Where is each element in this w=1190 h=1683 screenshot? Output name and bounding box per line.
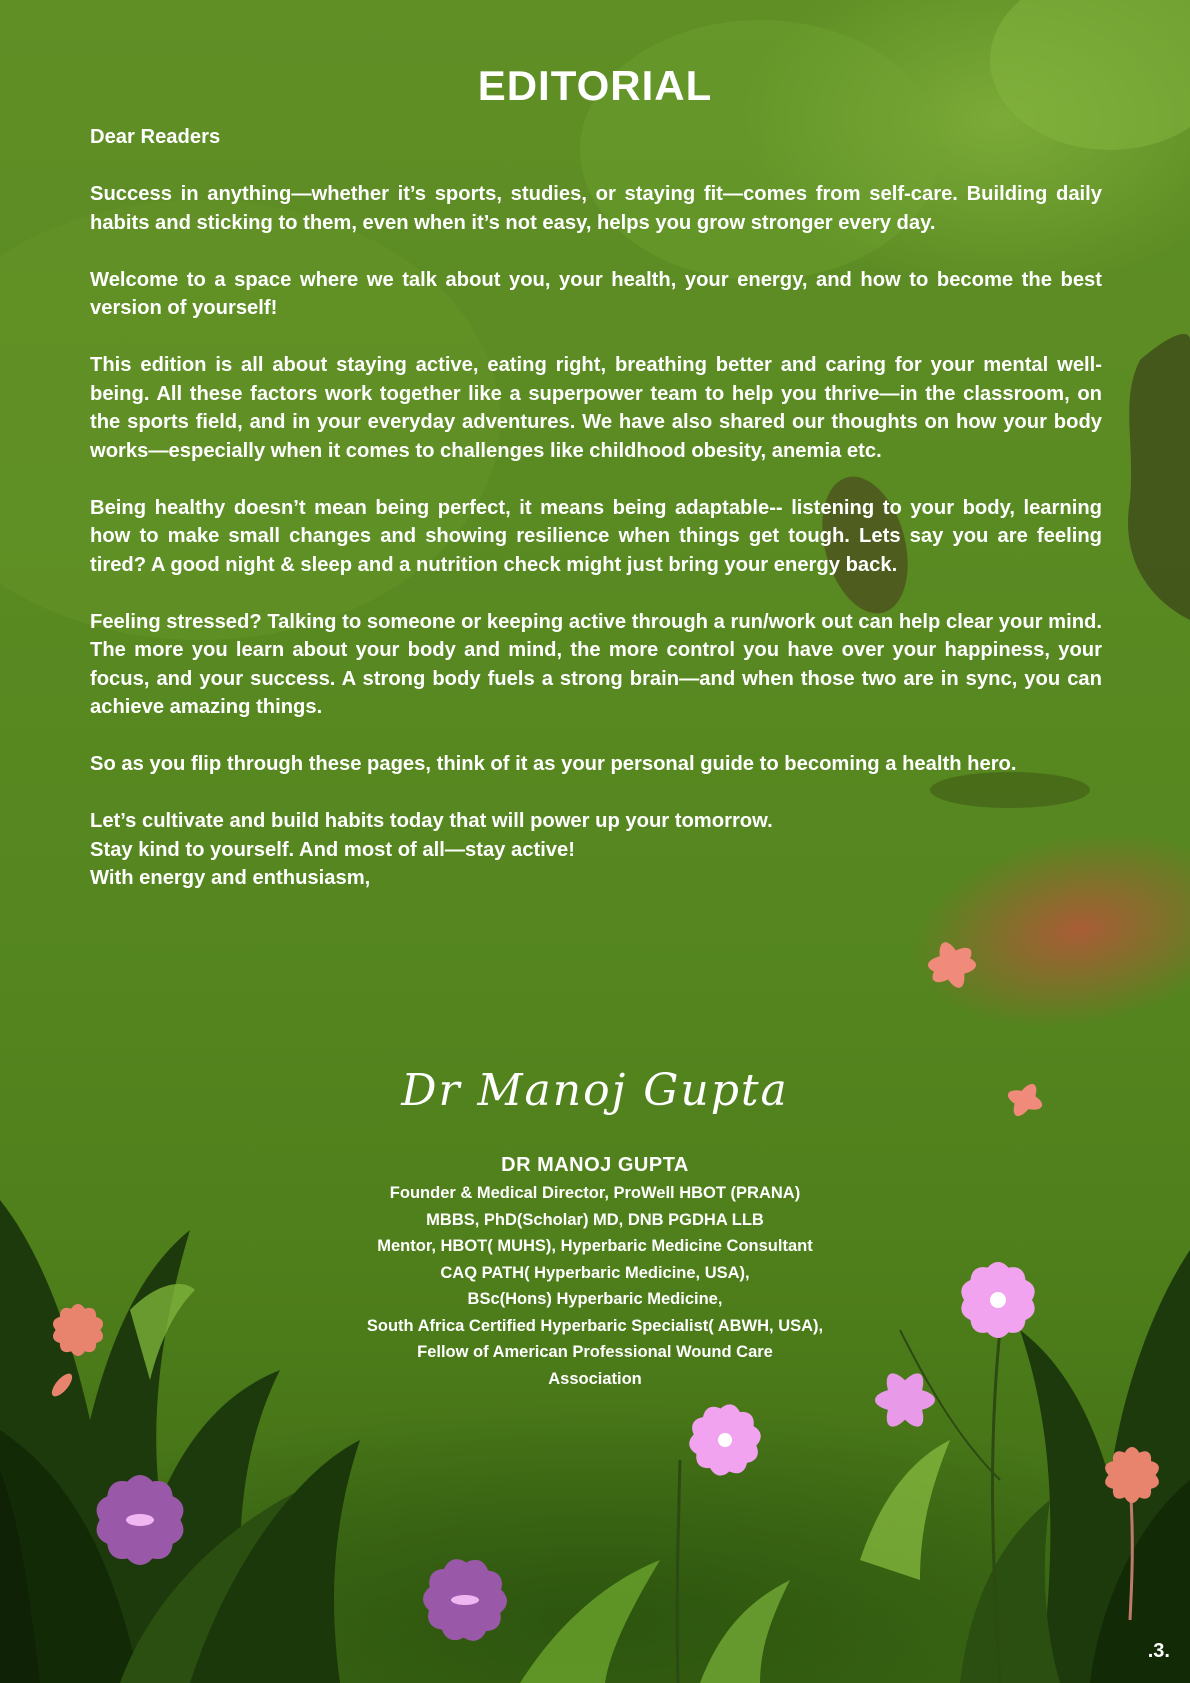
handwritten-signature: Dr Manoj Gupta: [401, 1065, 789, 1116]
paragraph: This edition is all about staying active, eating right, breathing better and caring for your mental well-being. All these factors work together like a superpower team to help you thrive—in the classroom, on the sports field, and in your everyday adventures. We have also shared our thoughts on how your body works—especially when it comes to challenges like childhood obesity, anemia etc.: [90, 354, 1102, 462]
paragraph: Success in anything—whether it’s sports, studies, or staying fit—comes from self-care. Building daily habits and sticking to them, even when it’s not easy, helps you grow stronger every day.: [90, 183, 1102, 234]
paragraph: Feeling stressed? Talking to someone or keeping active through a run/work out can help clear your mind. The more you learn about your body and mind, the more control you have over your happiness, your focus, and your success. A strong body fuels a strong brain—and when those two are in sync, you can achieve amazing things.: [90, 610, 1102, 718]
credential-line: CAQ PATH( Hyperbaric Medicine, USA),: [440, 1263, 750, 1282]
credential-line: Fellow of American Professional Wound Care: [417, 1343, 773, 1361]
credential-line: Founder & Medical Director, ProWell HBOT (PRANA): [389, 1184, 801, 1202]
author-credentials: [300, 1150, 890, 1392]
page-number: .3.: [1147, 1640, 1170, 1662]
credential-line: Association: [548, 1369, 642, 1388]
pink-flower-icon: [956, 1258, 1041, 1343]
credential-line: South Africa Certified Hyperbaric Specialist( ABWH, USA),: [366, 1316, 824, 1335]
closing: [90, 807, 1102, 893]
paragraph: Welcome to a space where we talk about you, your health, your energy, and how to become the best version of yourself!: [90, 268, 1102, 319]
salutation: Dear Readers: [90, 126, 221, 148]
editorial-letter: [90, 123, 1102, 893]
closing-line: With energy and enthusiasm,: [90, 867, 371, 889]
paragraph: So as you flip through these pages, think of it as your personal guide to becoming a health hero.: [90, 753, 1017, 775]
credential-line: MBBS, PhD(Scholar) MD, DNB PGDHA LLB: [426, 1210, 764, 1229]
author-name: DR MANOJ GUPTA: [501, 1154, 689, 1176]
closing-line: Stay kind to yourself. And most of all—stay active!: [90, 838, 575, 861]
closing-line: Let’s cultivate and build habits today that will power up your tomorrow.: [90, 810, 773, 832]
credential-line: Mentor, HBOT( MUHS), Hyperbaric Medicine Consultant: [377, 1237, 813, 1255]
credential-line: BSc(Hons) Hyperbaric Medicine,: [467, 1290, 723, 1308]
page-title: EDITORIAL: [477, 62, 713, 109]
paragraph: Being healthy doesn’t mean being perfect, it means being adaptable-- listening to your body, learning how to make small changes and showing resilience when things get tough. Lets say you are feeling tired? A good night & sleep and a nutrition check might just bring your energy back.: [90, 496, 1102, 576]
